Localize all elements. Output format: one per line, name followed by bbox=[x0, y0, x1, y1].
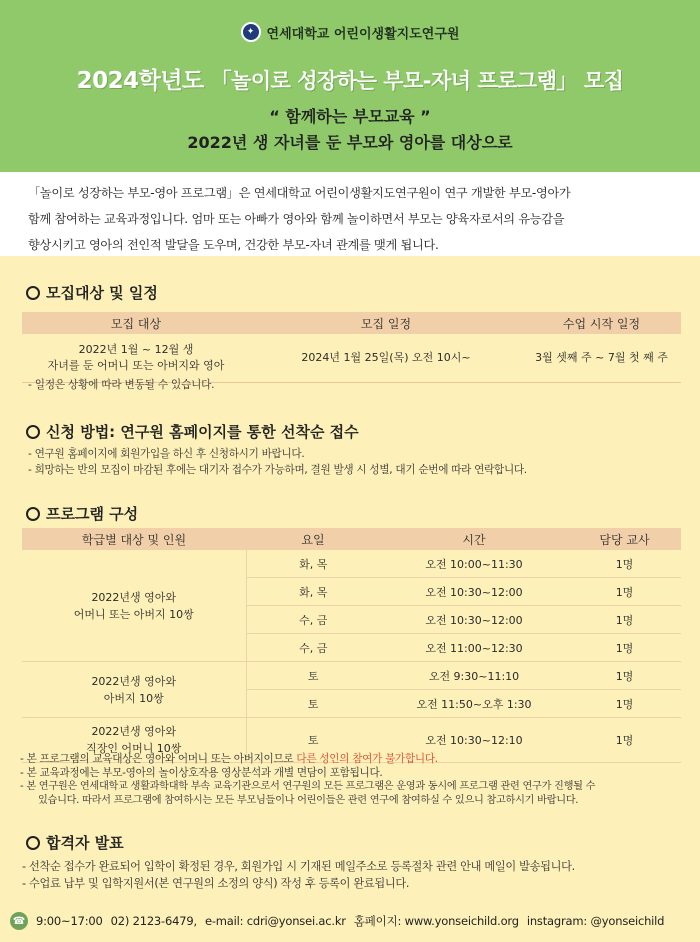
org-name: 연세대학교 어린이생활지도연구원 bbox=[266, 26, 460, 42]
program-table bbox=[22, 528, 681, 763]
group-cell bbox=[22, 662, 246, 718]
teacher-cell: 1명 bbox=[568, 634, 681, 662]
day-cell: 토 bbox=[246, 662, 380, 690]
section-title-text: 신청 방법: 연구원 홈페이지를 통한 선착순 접수 bbox=[46, 423, 359, 441]
day-cell: 화, 목 bbox=[246, 550, 380, 578]
circle-bullet-icon bbox=[26, 836, 40, 850]
section-title-apply bbox=[26, 421, 359, 442]
time-cell: 오전 10:30~12:00 bbox=[380, 578, 568, 606]
section-title-text: 모집대상 및 일정 bbox=[46, 284, 158, 302]
group-line: 2022년생 영아와 bbox=[91, 674, 177, 688]
subtitle-target: 2022년 생 자녀를 둔 부모와 영아를 대상으로 bbox=[187, 133, 513, 152]
table-header: 요일 bbox=[246, 528, 380, 550]
program-note: 있습니다. 따라서 프로그램에 참여하시는 모든 부모님들이나 어린이들은 관련 연구에 참여하실 수 있으니 참고하시기 바랍니다. bbox=[38, 795, 579, 806]
university-seal-icon: ✦ bbox=[241, 22, 261, 42]
group-line: 아버지 10쌍 bbox=[103, 691, 164, 705]
table-header: 모집 대상 bbox=[22, 312, 250, 334]
teacher-cell: 1명 bbox=[568, 690, 681, 718]
office-hours: 9:00~17:00 bbox=[36, 914, 103, 928]
teacher-cell: 1명 bbox=[568, 662, 681, 690]
circle-bullet-icon bbox=[26, 286, 40, 300]
apply-bullet: - 희망하는 반의 모집이 마감된 후에는 대기자 접수가 가능하며, 결원 발생 시 성별, 대기 순번에 따라 연락합니다. bbox=[28, 464, 527, 476]
intro-line: 「놀이로 성장하는 부모-영아 프로그램」은 연세대학교 어린이생활지도연구원이 연구 개발한 부모-영아가 bbox=[28, 186, 571, 200]
group-line: 어머니 또는 아버지 10쌍 bbox=[73, 607, 194, 621]
group-line: 직장인 어머니 10쌍 bbox=[86, 742, 182, 755]
program-note: - 본 교육과정에는 부모-영아의 놀이상호작용 영상분석과 개별 면담이 포함됩니다. bbox=[20, 767, 383, 779]
email-link[interactable]: e-mail: cdri@yonsei.ac.kr bbox=[204, 914, 346, 928]
time-cell: 오전 11:50~오후 1:30 bbox=[380, 690, 568, 718]
program-note-warning: 다른 성인의 참여가 불가합니다. bbox=[296, 753, 438, 765]
table-row bbox=[22, 662, 681, 690]
table-cell-target bbox=[22, 334, 250, 383]
intro-line: 향상시키고 영아의 전인적 발달을 도우며, 건강한 부모-자녀 관계를 맺게 됩니다. bbox=[28, 238, 439, 252]
org-line bbox=[0, 22, 700, 42]
time-cell: 오전 10:00~11:30 bbox=[380, 550, 568, 578]
table-header: 모집 일정 bbox=[250, 312, 522, 334]
table-row bbox=[22, 334, 681, 383]
page-title bbox=[0, 62, 700, 95]
section-title-text: 합격자 발표 bbox=[46, 834, 124, 852]
teacher-cell: 1명 bbox=[568, 606, 681, 634]
teacher-cell: 1명 bbox=[568, 578, 681, 606]
table-header: 담당 교사 bbox=[568, 528, 681, 550]
target-line: 자녀를 둔 어머니 또는 아버지와 영아 bbox=[47, 359, 225, 372]
homepage-link[interactable]: 홈페이지: www.yonseichild.org bbox=[353, 914, 519, 928]
table-cell-start: 3월 셋째 주 ~ 7월 첫 째 주 bbox=[522, 334, 681, 383]
teacher-cell: 1명 bbox=[568, 718, 681, 763]
intro-line: 함께 참여하는 교육과정입니다. 엄마 또는 아빠가 영아와 함께 놀이하면서 부모는 양육자로서의 유능감을 bbox=[28, 212, 565, 226]
section-title-program bbox=[26, 503, 138, 524]
time-cell: 오전 10:30~12:00 bbox=[380, 606, 568, 634]
time-cell: 오전 9:30~11:10 bbox=[380, 662, 568, 690]
table-header: 학급별 대상 및 인원 bbox=[22, 528, 246, 550]
section-title-recruitment bbox=[26, 282, 158, 303]
title-program: 「놀이로 성장하는 부모-자녀 프로그램」 모집 bbox=[210, 69, 624, 93]
program-note-text: - 본 프로그램의 교육대상은 영아와 어머니 또는 아버지이므로 bbox=[20, 753, 297, 765]
announcement-bullet: - 수업료 납부 및 입학지원서(본 연구원의 소정의 양식) 작성 후 등록이 완료됩니다. bbox=[22, 877, 410, 890]
intro-box bbox=[0, 172, 700, 256]
time-cell: 오전 11:00~12:30 bbox=[380, 634, 568, 662]
circle-bullet-icon bbox=[26, 507, 40, 521]
day-cell: 화, 목 bbox=[246, 578, 380, 606]
section-title-announcement bbox=[26, 832, 124, 853]
section-title-text: 프로그램 구성 bbox=[46, 505, 139, 523]
target-line: 2022년 1월 ~ 12월 생 bbox=[78, 343, 194, 356]
header-banner bbox=[0, 0, 700, 172]
day-cell: 토 bbox=[246, 690, 380, 718]
group-line: 2022년생 영아와 bbox=[91, 725, 177, 738]
schedule-note: - 일정은 상황에 따라 변동될 수 있습니다. bbox=[28, 379, 215, 391]
day-cell: 수, 금 bbox=[246, 634, 380, 662]
teacher-cell: 1명 bbox=[568, 550, 681, 578]
phone-number: 02) 2123-6479, bbox=[110, 914, 197, 928]
day-cell: 토 bbox=[246, 718, 380, 763]
announcement-bullet: - 선착순 접수가 완료되어 입학이 확정된 경우, 회원가입 시 기재된 메일주소로 등록절차 관련 안내 메일이 발송됩니다. bbox=[22, 860, 575, 873]
group-cell bbox=[22, 550, 246, 662]
apply-bullet: - 연구원 홈페이지에 회원가입을 하신 후 신청하시기 바랍니다. bbox=[28, 448, 305, 460]
program-note: - 본 연구원은 연세대학교 생활과학대학 부속 교육기관으로서 연구원의 모든 프로그램은 운영과 동시에 프로그램 관련 연구가 진행될 수 bbox=[20, 781, 596, 792]
circle-bullet-icon bbox=[26, 425, 40, 439]
group-line: 2022년생 영아와 bbox=[91, 590, 177, 604]
day-cell: 수, 금 bbox=[246, 606, 380, 634]
program-note bbox=[20, 752, 438, 766]
table-row bbox=[22, 550, 681, 578]
table-header: 수업 시작 일정 bbox=[522, 312, 681, 334]
title-year: 2024학년도 bbox=[76, 68, 204, 94]
phone-icon: ☎ bbox=[10, 912, 28, 930]
subtitle-quote: “ 함께하는 부모교육 ” bbox=[269, 107, 431, 126]
table-header: 시간 bbox=[380, 528, 568, 550]
recruitment-table bbox=[22, 312, 681, 383]
table-cell-schedule: 2024년 1월 25일(목) 오전 10시~ bbox=[250, 334, 522, 383]
contact-footer bbox=[10, 912, 700, 930]
instagram-link[interactable]: instagram: @yonseichild bbox=[526, 914, 665, 928]
time-cell: 오전 10:30~12:10 bbox=[380, 718, 568, 763]
